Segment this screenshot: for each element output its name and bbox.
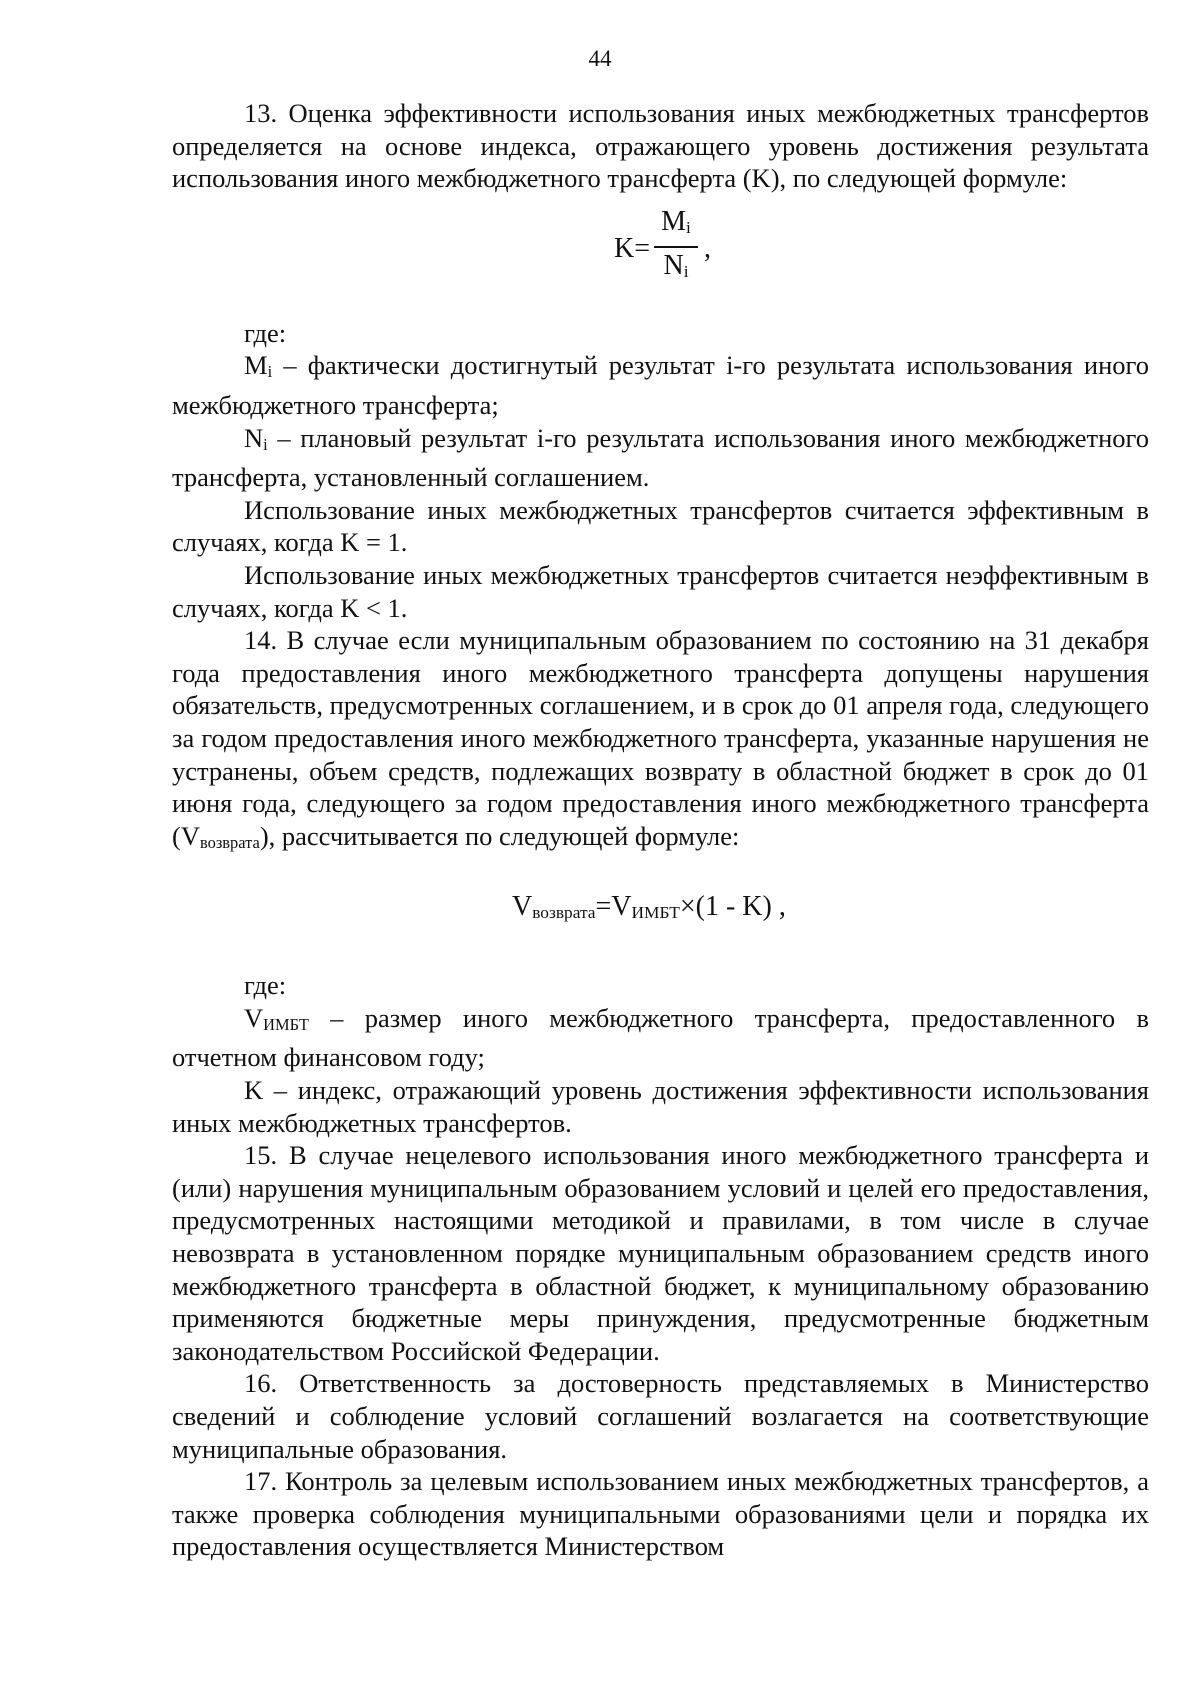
fraction-bar — [654, 246, 698, 248]
definition-k: K – индекс, отражающий уровень достижения эффективности использования иных межбюджетных трансфертов. — [172, 1075, 1149, 1138]
paragraph-16: 16. Ответственность за достоверность представляемых в Министерство сведений и соблюдение условий соглашений возлагается на соответствующие муниципальные образования. — [172, 1368, 1149, 1464]
where-label-2: где: — [244, 970, 287, 1001]
paragraph-17: 17. Контроль за целевым использованием иных межбюджетных трансфертов, а также проверка соблюдения муниципальными образованиями цели и порядка их предоставления осуществляется Министерством — [172, 1466, 1149, 1562]
formula-k-denominator: $N_i$ — [663, 249, 689, 281]
definition-v: $V_{ИМБТ}$ – размер иного межбюджетного трансферта, предоставленного в отчетном финансовом году; — [172, 1002, 1149, 1073]
paragraph-14: 14. В случае если муниципальным образованием по состоянию на 31 декабря года предоставления иного межбюджетного трансферта допущены нарушения обязательств, предусмотренных соглашением, и в срок до 01 апреля года, следующего за годом предоставления иного межбюджетного трансферта, указанные нарушения не устранены, объем средств, подлежащих возврату в областной бюджет в срок до 01 июня года, следующего за годом предоставления иного межбюджетного трансферта $(V_{возврата})$, рассчитывается по следующей формуле: — [172, 625, 1149, 852]
paragraph-effective: Использование иных межбюджетных трансфертов считается эффективным в случаях, когда K = 1. — [172, 494, 1149, 558]
formula-k-fraction — [652, 207, 700, 287]
page-number: 44 — [588, 46, 612, 71]
formula-k — [172, 195, 1149, 317]
definition-m: $M_i$ – фактически достигнутый результат i-го результата использования иного межбюджетного трансферта; — [172, 350, 1149, 420]
paragraph-13: 13. Оценка эффективности использования иных межбюджетных трансфертов определяется на основе индекса, отражающего уровень достижения результата использования иного межбюджетного трансферта (K), по следующей формуле: — [172, 98, 1149, 194]
formula-v: $V_{возврата}=V_{ИМБТ}\times(1 - K)$ , — [512, 891, 786, 923]
paragraph-15: 15. В случае нецелевого использования иного межбюджетного трансферта и (или) нарушения муниципальным образованием условий и целей его предоставления, предусмотренных настоящими методикой и правилами, в том числе в случае невозврата в установленном порядке муниципальным образованием средств иного межбюджетного трансферта в областной бюджет, к муниципальному образованию применяются бюджетные меры принуждения, предусмотренные бюджетным законодательством Российской Федерации. — [172, 1140, 1149, 1366]
where-label-1: где: — [244, 317, 287, 348]
formula-k-comma: , — [704, 232, 711, 264]
document-body — [172, 97, 1149, 1563]
definition-n: $N_i$ – плановый результат i-го результата использования иного межбюджетного трансферта, установленный соглашением. — [172, 422, 1149, 493]
formula-k-numerator: $M_i$ — [661, 205, 691, 237]
paragraph-ineffective: Использование иных межбюджетных трансфертов считается неэффективным в случаях, когда K < 1. — [172, 559, 1149, 623]
formula-k-lhs: K= — [614, 232, 651, 264]
